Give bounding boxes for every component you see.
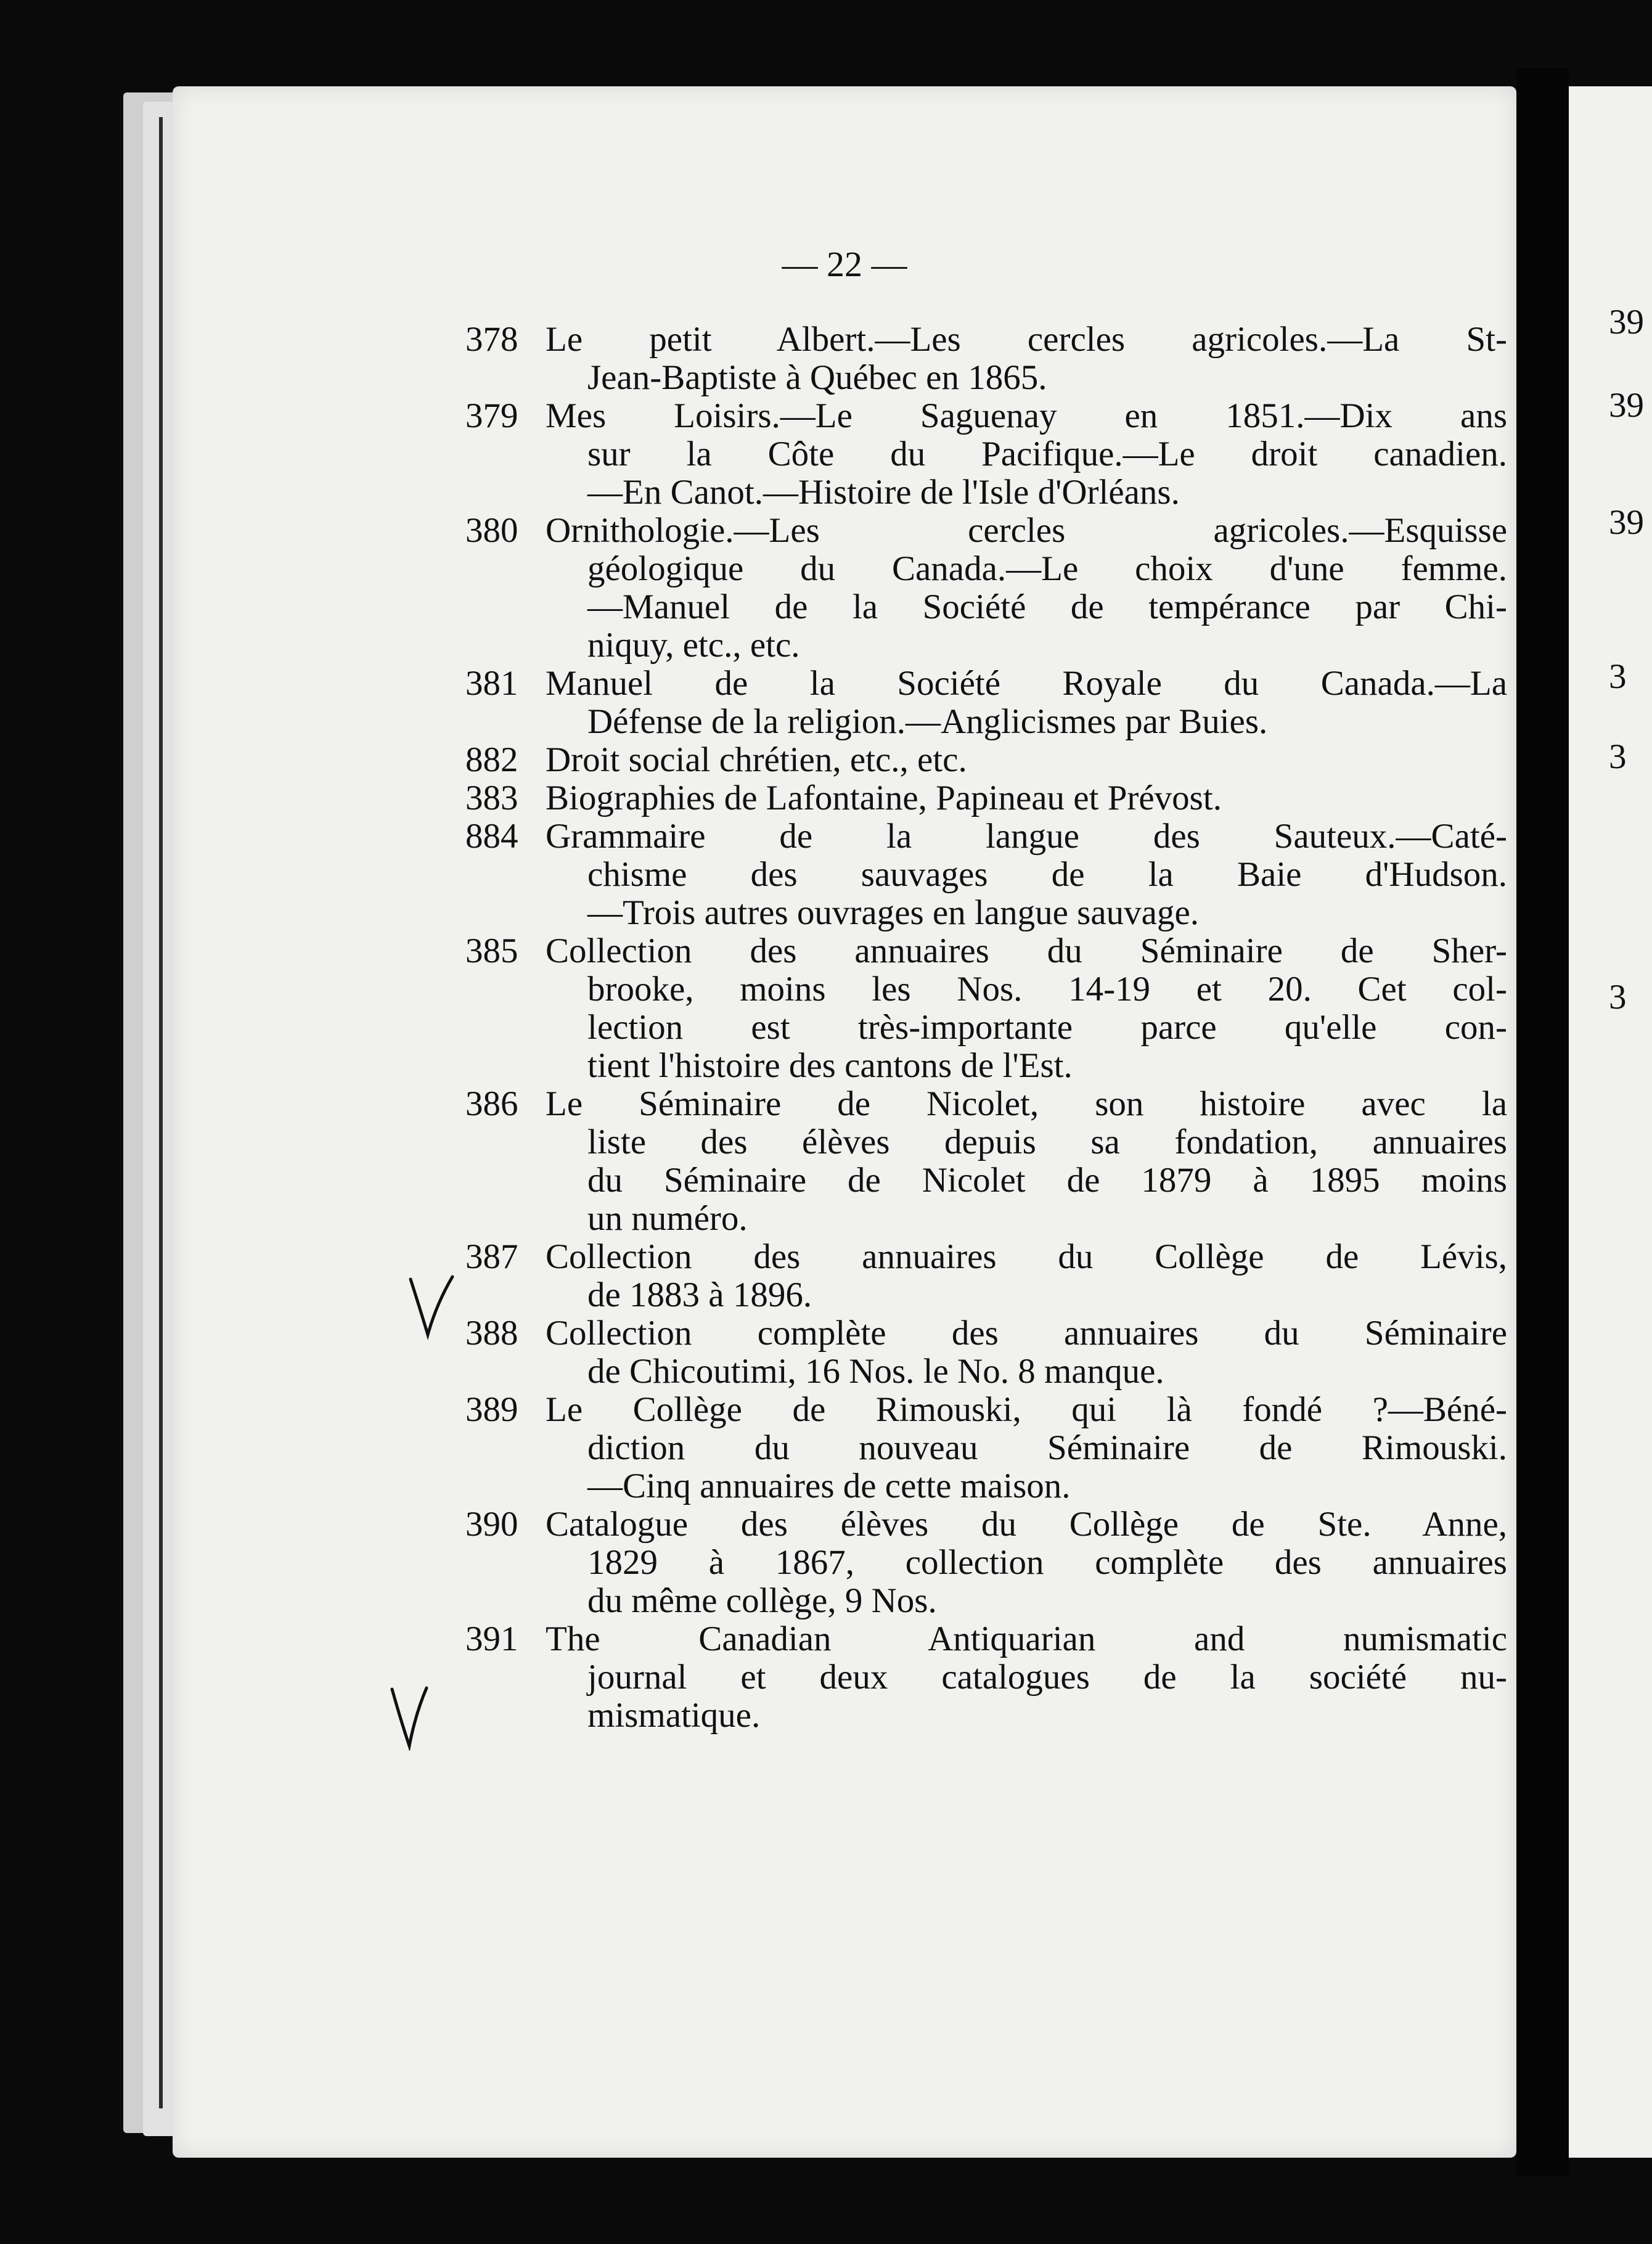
catalogue-entry <box>173 1238 1516 1314</box>
entry-text <box>546 1314 1507 1391</box>
entry-line: —Cinq annuaires de cette maison. <box>587 1467 1071 1505</box>
entry-line: Ornithologie.—Les cercles agricoles.—Esquisse <box>546 511 1507 550</box>
entry-line: 1829 à 1867, collection complète des annuaires <box>587 1543 1507 1582</box>
entry-number: 379 <box>465 396 518 435</box>
entry-line: mismatique. <box>587 1696 761 1735</box>
entry-line: Le Séminaire de Nicolet, son histoire avec la <box>546 1084 1507 1123</box>
entry-text <box>546 1620 1507 1735</box>
neighbor-page-fragment: 3 <box>1609 657 1627 696</box>
entry-number: 390 <box>465 1505 518 1544</box>
entry-text <box>546 932 1507 1085</box>
catalogue-entry <box>173 817 1516 932</box>
entry-text <box>546 779 1507 817</box>
entry-line: liste des élèves depuis sa fondation, annuaires <box>587 1123 1507 1161</box>
entry-line: —Manuel de la Société de tempérance par Chi- <box>587 588 1507 626</box>
entry-number: 882 <box>465 740 518 779</box>
catalogue-entry <box>173 512 1516 665</box>
neighbor-page-fragment: 3 <box>1609 978 1627 1017</box>
catalogue-entries <box>173 321 1516 1735</box>
catalogue-entry <box>173 1314 1516 1391</box>
catalogue-entry <box>173 741 1516 779</box>
entry-line: Le Collège de Rimouski, qui là fondé ?—Béné- <box>546 1390 1507 1429</box>
handwritten-checkmark-icon <box>407 1273 456 1341</box>
neighbor-page-fragment: 3 <box>1609 737 1627 776</box>
catalogue-entry <box>173 932 1516 1085</box>
entry-line: Jean-Baptiste à Québec en 1865. <box>587 358 1047 397</box>
entry-line: du Séminaire de Nicolet de 1879 à 1895 moins <box>587 1161 1507 1200</box>
catalogue-entry <box>173 1391 1516 1505</box>
entry-line: de Chicoutimi, 16 Nos. le No. 8 manque. <box>587 1352 1164 1391</box>
entry-line: tient l'histoire des cantons de l'Est. <box>587 1046 1073 1085</box>
entry-number: 378 <box>465 320 518 359</box>
entry-number: 380 <box>465 511 518 550</box>
catalogue-entry <box>173 779 1516 817</box>
entry-text <box>546 512 1507 665</box>
catalogue-entry <box>173 1620 1516 1735</box>
entry-text <box>546 1505 1507 1620</box>
entry-line: Collection des annuaires du Collège de Lévis, <box>546 1237 1507 1276</box>
entry-text <box>546 1391 1507 1505</box>
entry-line: diction du nouveau Séminaire de Rimouski. <box>587 1428 1507 1467</box>
catalogue-entry <box>173 1505 1516 1620</box>
entry-text <box>546 741 1507 779</box>
entry-number: 385 <box>465 932 518 970</box>
entry-line: lection est très-importante parce qu'elle con- <box>587 1008 1507 1047</box>
catalogue-entry <box>173 665 1516 741</box>
page-number: — 22 — <box>782 244 907 284</box>
entry-line: géologique du Canada.—Le choix d'une femme. <box>587 549 1507 588</box>
entry-line: —Trois autres ouvrages en langue sauvage. <box>587 893 1199 932</box>
catalogue-entry <box>173 397 1516 512</box>
entry-line: journal et deux catalogues de la société nu- <box>587 1658 1507 1697</box>
entry-line: Collection des annuaires du Séminaire de Sher- <box>546 932 1507 970</box>
entry-line: sur la Côte du Pacifique.—Le droit canadien. <box>587 435 1507 473</box>
entry-number: 388 <box>465 1314 518 1353</box>
entry-number: 391 <box>465 1620 518 1658</box>
neighbor-page-fragment: 39 <box>1609 503 1644 542</box>
entry-line: Mes Loisirs.—Le Saguenay en 1851.—Dix ans <box>546 396 1507 435</box>
entry-text <box>546 817 1507 932</box>
entry-line: niquy, etc., etc. <box>587 626 800 665</box>
entry-text <box>546 321 1507 397</box>
neighbor-page-fragment: 39 <box>1609 303 1644 342</box>
entry-text <box>546 1085 1507 1238</box>
page-edge-shadow <box>159 117 163 2108</box>
entry-number: 386 <box>465 1084 518 1123</box>
entry-line: chisme des sauvages de la Baie d'Hudson. <box>587 855 1507 894</box>
entry-line: Manuel de la Société Royale du Canada.—La <box>546 664 1507 703</box>
entry-line: Biographies de Lafontaine, Papineau et Prévost. <box>546 779 1222 817</box>
entry-number: 387 <box>465 1237 518 1276</box>
entry-line: Grammaire de la langue des Sauteux.—Caté- <box>546 817 1507 856</box>
handwritten-checkmark-icon <box>388 1683 438 1751</box>
entry-text <box>546 665 1507 741</box>
entry-line: Le petit Albert.—Les cercles agricoles.—La St- <box>546 320 1507 359</box>
entry-line: Collection complète des annuaires du Séminaire <box>546 1314 1507 1353</box>
entry-text <box>546 1238 1507 1314</box>
entry-number: 381 <box>465 664 518 703</box>
catalogue-entry <box>173 321 1516 397</box>
entry-line: Catalogue des élèves du Collège de Ste. Anne, <box>546 1505 1507 1544</box>
entry-number: 389 <box>465 1390 518 1429</box>
catalogue-entry <box>173 1085 1516 1238</box>
entry-line: du même collège, 9 Nos. <box>587 1581 937 1620</box>
entry-line: The Canadian Antiquarian and numismatic <box>546 1620 1507 1658</box>
entry-line: brooke, moins les Nos. 14-19 et 20. Cet col- <box>587 970 1507 1009</box>
entry-line: de 1883 à 1896. <box>587 1276 812 1314</box>
entry-text <box>546 397 1507 512</box>
entry-line: Droit social chrétien, etc., etc. <box>546 740 967 779</box>
entry-number: 884 <box>465 817 518 856</box>
neighbor-page-fragment: 39 <box>1609 386 1644 425</box>
entry-line: un numéro. <box>587 1199 748 1238</box>
document-page <box>173 86 1516 2158</box>
entry-line: Défense de la religion.—Anglicismes par Buies. <box>587 702 1268 741</box>
book-spine-gutter <box>1516 68 1569 2176</box>
entry-line: —En Canot.—Histoire de l'Isle d'Orléans. <box>587 473 1180 512</box>
entry-number: 383 <box>465 779 518 817</box>
